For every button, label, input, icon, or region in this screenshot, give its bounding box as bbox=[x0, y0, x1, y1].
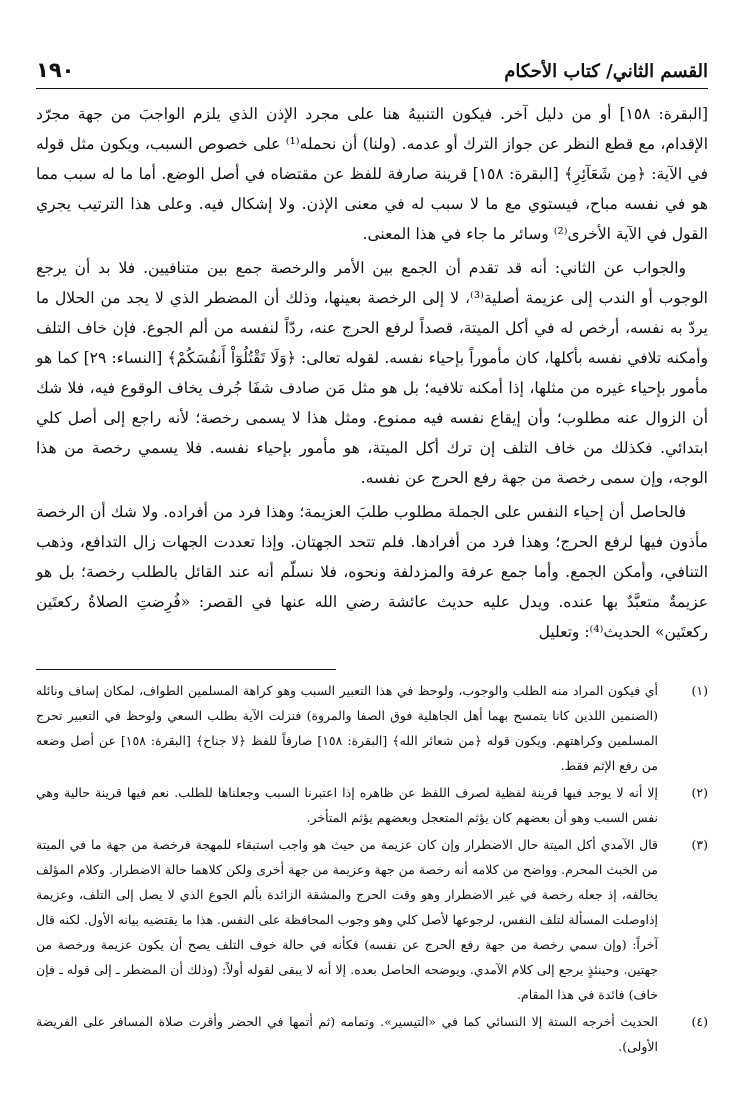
page-header bbox=[36, 58, 708, 89]
footnote-text: إلا أنه لا يوجد فيها قرينة لفظية لصرف اللفظ عن ظاهره إذا اعتبرنا السبب وجعلناها للطلب. نعم فيها قرينة حالية وهي نفس السبب وهو أن بعضهم كان يؤثم المتعجل وبعضهم يؤثم المتأخر. bbox=[36, 785, 658, 825]
footnote-3 bbox=[36, 832, 708, 1007]
footnote-number: (٣) bbox=[691, 837, 708, 852]
footnote-text: الحديث أخرجه الستة إلا النسائي كما في «التيسير». وتمامه (ثم أتمها في الحضر وأقرت صلاة المسافر على الفريضة الأولى). bbox=[36, 1014, 658, 1054]
footnote-number: (١) bbox=[691, 683, 708, 698]
paragraph-1: [البقرة: ١٥٨] أو من دليل آخر. فيكون التنبيهُ هنا على مجرد الإذن الذي يلزم الواجبَ من جهة مجرّد الإقدام، مع قطع النظر عن جواز الترك أو عدمه. (ولنا) أن نحمله⁽¹⁾ على خصوص السبب، ويكون مثل قوله في الآية: ﴿مِن شَعَآئِرِ﴾ [البقرة: ١٥٨] قرينة صارفة للفظ عن مقتضاه في أصل الوضع. أما ما له سبب مما هو في نفسه مباح، فيستوي مع ما لا سبب له في معنى الإذن. ولا إشكال فيه. وعلى هذا الترتيب يجري القول في الآية الأخرى⁽²⁾ وسائر ما جاء في هذا المعنى. bbox=[36, 105, 709, 243]
main-text bbox=[36, 99, 708, 647]
footnote-4 bbox=[36, 1009, 708, 1059]
footnote-text: أي فيكون المراد منه الطلب والوجوب، ولوحظ في هذا التعبير السبب وهو كراهة المسلمين الطواف، لمكان إساف ونائله (الصنمين اللذين كانا يتمسح بهما أهل الجاهلية فوق الصفا والمروة) فنزلت الآية بطلب السعي ولوحظ في التعبير تحرج المسلمين وكراهتهم. ويكون قوله ﴿من شعائر الله﴾ [البقرة: ١٥٨] صارفاً للفظ ﴿لا جناح﴾ [البقرة: ١٥٨] عن أصل وضعه من رفع الإثم فقط. bbox=[36, 683, 658, 773]
footnote-2 bbox=[36, 780, 708, 830]
footnote-1 bbox=[36, 678, 708, 778]
footnotes bbox=[36, 678, 708, 1059]
page bbox=[36, 58, 708, 1061]
page-number: ١٩٠ bbox=[36, 58, 75, 82]
running-title: القسم الثاني/ كتاب الأحكام bbox=[504, 61, 708, 82]
footnote-separator bbox=[36, 669, 708, 670]
footnote-number: (٤) bbox=[691, 1014, 708, 1029]
paragraph-3: فالحاصل أن إحياء النفس على الجملة مطلوب طلبَ العزيمة؛ وهذا فرد من أفراده. ولا شك أن الرخصة مأذون فيها لرفع الحرج؛ وهذا فرد من أفرادها. فلم تتحد الجهتان. وإذا تعددت الجهات زال التدافع، وذهب التنافي، وأمكن الجمع. وأما جمع عرفة والمزدلفة ونحوه، فلا نسلّم أنه عند القائل بالطلب رخصة؛ بل هو عزيمةٌ متعبَّدٌ بها عنده. ويدل عليه حديث عائشة رضي الله عنها في القصر: «فُرِضتِ الصلاةُ ركعتَين ركعتَين» الحديث⁽⁴⁾: وتعليل bbox=[36, 503, 708, 641]
paragraph-2: والجواب عن الثاني: أنه قد تقدم أن الجمع بين الأمر والرخصة جمع بين متنافيين. فلا بد أن يرجع الوجوب أو الندب إلى عزيمة أصلية⁽³⁾، لا إلى الرخصة بعينها، وذلك أن المضطر الذي لا يجد من الحلال ما يردّ به نفسه، أرخص له في أكل الميتة، قصداً لرفع الحرج عنه، ردّاً لنفسه من ألم الجوع. فإن خاف التلف وأمكنه تلافي نفسه بأكلها، كان مأموراً بإحياء نفسه. لقوله تعالى: ﴿وَلَا تَقْتُلُوٓاْ أَنفُسَكُمْ﴾ [النساء: ٢٩] كما هو مأمور بإحياء غيره من مثلها، إذا أمكنه تلافيه؛ بل هو مثل مَن صادف شفَا جُرف يخاف الوقوع فيه، فلا شك أن الزوال عنه مطلوب؛ وأن إيقاع نفسه فيه ممنوع. ومثل هذا لا يسمى رخصة؛ لأنه راجع إلى أصل كلي ابتدائي. فكذلك من خاف التلف إن ترك أكل الميتة، هو مأمور بإحياء نفسه. فلا يسمي رخصة من هذا الوجه، وإن سمى رخصة من جهة رفع الحرج عن نفسه. bbox=[36, 259, 708, 487]
footnote-text: قال الآمدي أكل الميتة حال الاضطرار وإن كان عزيمة من حيث هو واجب استبقاء للمهجة فرخصة من جهة ما في الميتة من الخبث المحرم. وواضح من كلامه أنه رخصة من جهة وعزيمة من جهة أخرى ولكن كلاهما حالة الاضطرار. وكلام المؤلف يخالفه، إذ جعله رخصة في غير الاضطرار وهو وقت الحرج والمشقة الزائدة بألم الجوع الذي لا يصل إلى التلف، وعزيمة إذاوصلت المسألة لتلف النفس، لرجوعها لأصل كلي وهو وجوب المحافظة على النفس. هذا ما يقتضيه بيانه الأول. لكنه قال آخراً: (وإن سمي رخصة من جهة رفع الحرج عن نفسه) فكأنه في حالة خوف التلف يصح أن يكون عزيمة ورخصة من جهتين. وحينئذٍ يرجع إلى كلام الآمدي. ويوضحه الحاصل بعده. إلا أنه لا يبقى لقوله أولاً: (وذلك أن المضطر ـ إلى قوله ـ فإن خاف) فائدة في هذا المقام. bbox=[36, 837, 658, 1002]
footnote-number: (٢) bbox=[691, 785, 708, 800]
